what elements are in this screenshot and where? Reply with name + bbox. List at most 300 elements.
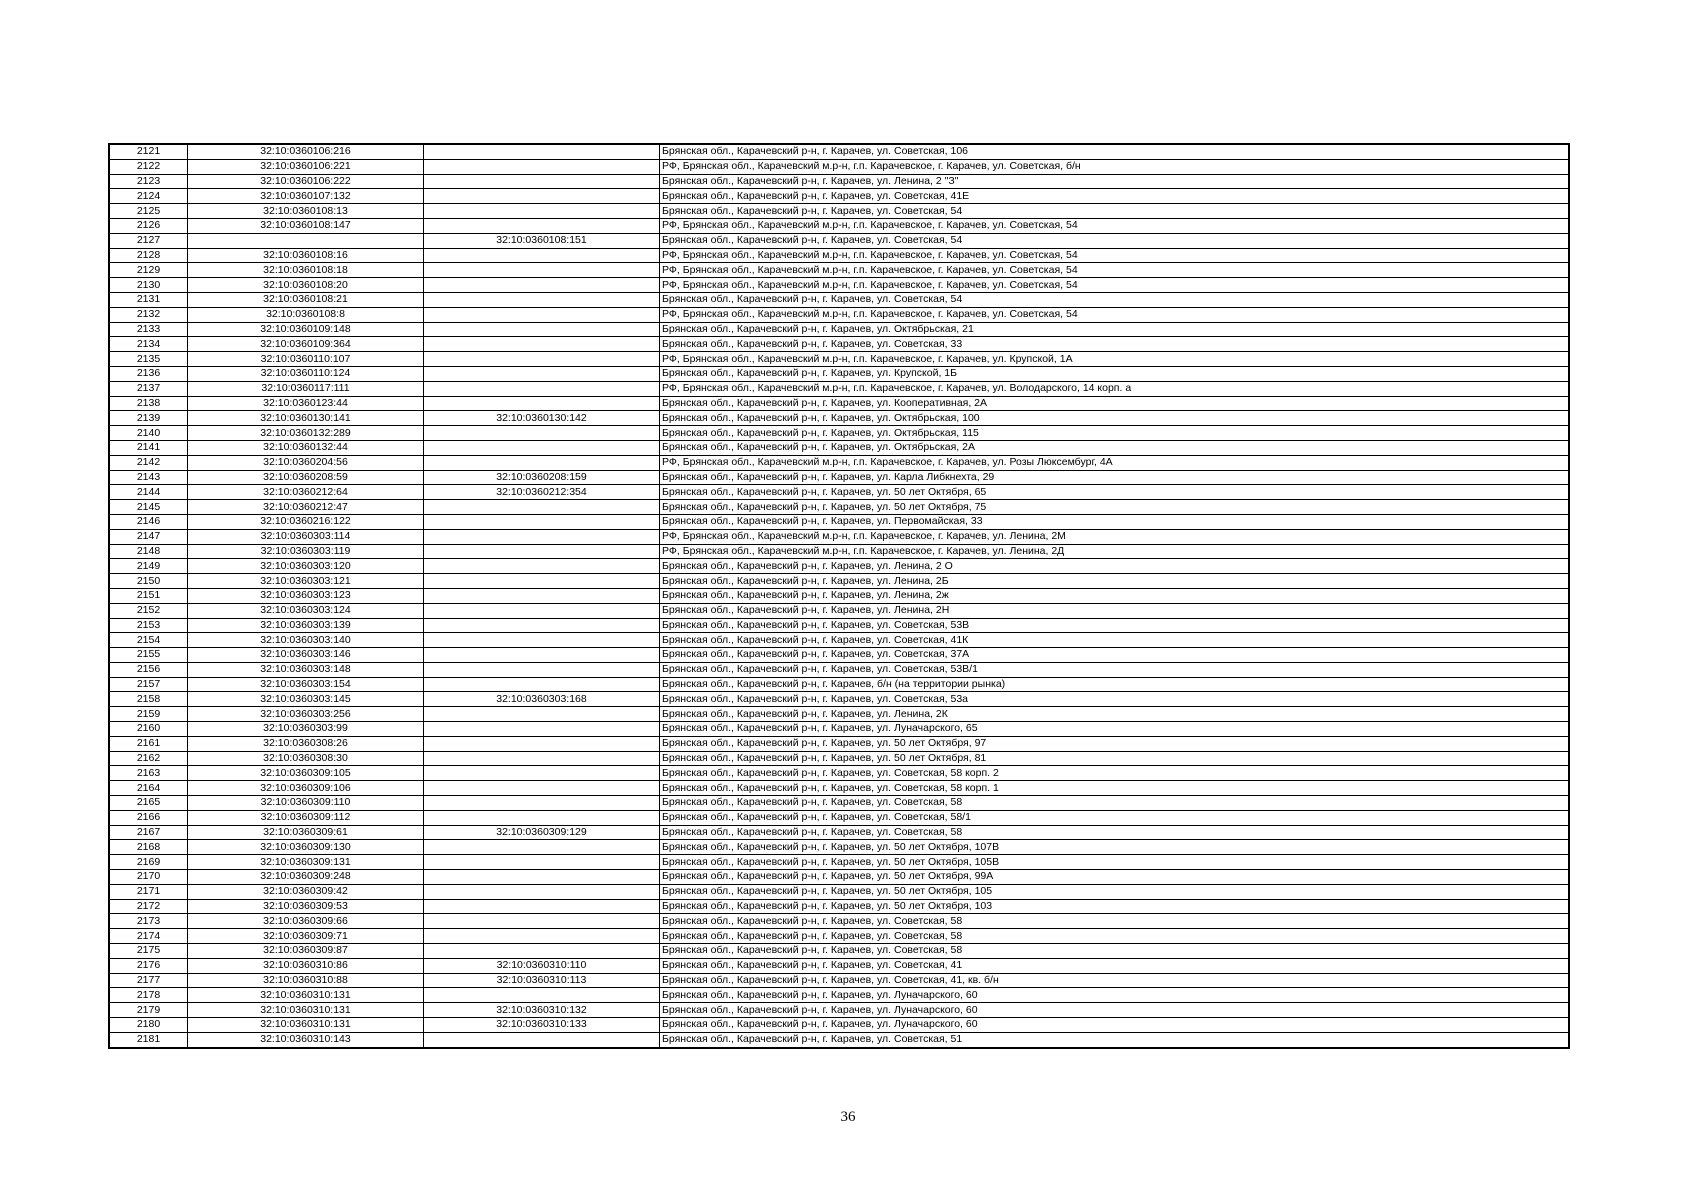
address-cell: Брянская обл., Карачевский р-н, г. Карачев, ул. Луначарского, 60 (660, 1018, 1570, 1033)
related-cadastral-number-cell (424, 381, 660, 396)
row-number-cell: 2140 (109, 426, 188, 441)
table-row (109, 781, 1569, 796)
table-row (109, 796, 1569, 811)
cadastral-number-cell: 32:10:0360216:122 (188, 514, 424, 529)
cadastral-number-cell: 32:10:0360303:148 (188, 662, 424, 677)
cadastral-number-cell: 32:10:0360110:107 (188, 352, 424, 367)
address-cell: Брянская обл., Карачевский р-н, г. Карачев, ул. Луначарского, 60 (660, 988, 1570, 1003)
table-row (109, 677, 1569, 692)
address-cell: РФ, Брянская обл., Карачевский м.р-н, г.п. Карачевское, г. Карачев, ул. Ленина, 2Д (660, 544, 1570, 559)
related-cadastral-number-cell (424, 588, 660, 603)
related-cadastral-number-cell (424, 633, 660, 648)
cadastral-number-cell: 32:10:0360308:30 (188, 751, 424, 766)
related-cadastral-number-cell (424, 810, 660, 825)
address-cell: Брянская обл., Карачевский р-н, г. Карачев, ул. Крупской, 1Б (660, 366, 1570, 381)
address-cell: Брянская обл., Карачевский р-н, г. Карачев, ул. Октябрьская, 115 (660, 426, 1570, 441)
table-row (109, 233, 1569, 248)
row-number-cell: 2137 (109, 381, 188, 396)
related-cadastral-number-cell (424, 722, 660, 737)
cadastral-number-cell: 32:10:0360303:121 (188, 574, 424, 589)
table-row (109, 736, 1569, 751)
cadastral-number-cell: 32:10:0360123:44 (188, 396, 424, 411)
row-number-cell: 2180 (109, 1018, 188, 1033)
address-cell: Брянская обл., Карачевский р-н, г. Карачев, ул. Ленина, 2Н (660, 603, 1570, 618)
row-number-cell: 2141 (109, 440, 188, 455)
related-cadastral-number-cell: 32:10:0360208:159 (424, 470, 660, 485)
table-row (109, 426, 1569, 441)
row-number-cell: 2131 (109, 292, 188, 307)
related-cadastral-number-cell (424, 751, 660, 766)
related-cadastral-number-cell: 32:10:0360310:132 (424, 1003, 660, 1018)
row-number-cell: 2123 (109, 174, 188, 189)
table-row (109, 870, 1569, 885)
row-number-cell: 2130 (109, 278, 188, 293)
related-cadastral-number-cell (424, 781, 660, 796)
cadastral-number-cell: 32:10:0360106:216 (188, 144, 424, 159)
cadastral-number-cell: 32:10:0360106:222 (188, 174, 424, 189)
address-cell: Брянская обл., Карачевский р-н, г. Карачев, б/н (на территории рынка) (660, 677, 1570, 692)
table-row (109, 810, 1569, 825)
related-cadastral-number-cell (424, 218, 660, 233)
address-cell: Брянская обл., Карачевский р-н, г. Карачев, ул. 50 лет Октября, 81 (660, 751, 1570, 766)
address-cell: Брянская обл., Карачевский р-н, г. Карачев, ул. Советская, 53а (660, 692, 1570, 707)
cadastral-number-cell: 32:10:0360309:42 (188, 884, 424, 899)
related-cadastral-number-cell (424, 396, 660, 411)
address-cell: Брянская обл., Карачевский р-н, г. Карачев, ул. Луначарского, 60 (660, 1003, 1570, 1018)
table-row (109, 722, 1569, 737)
related-cadastral-number-cell: 32:10:0360309:129 (424, 825, 660, 840)
cadastral-number-cell: 32:10:0360204:56 (188, 455, 424, 470)
table-row (109, 588, 1569, 603)
cadastral-number-cell: 32:10:0360310:131 (188, 988, 424, 1003)
row-number-cell: 2160 (109, 722, 188, 737)
row-number-cell: 2128 (109, 248, 188, 263)
related-cadastral-number-cell (424, 337, 660, 352)
table-row (109, 440, 1569, 455)
table-row (109, 337, 1569, 352)
related-cadastral-number-cell (424, 796, 660, 811)
table-row (109, 485, 1569, 500)
table-row (109, 278, 1569, 293)
cadastral-number-cell: 32:10:0360108:21 (188, 292, 424, 307)
cadastral-number-cell: 32:10:0360132:289 (188, 426, 424, 441)
table-row (109, 381, 1569, 396)
address-cell: Брянская обл., Карачевский р-н, г. Карачев, ул. Советская, 54 (660, 292, 1570, 307)
address-cell: РФ, Брянская обл., Карачевский м.р-н, г.п. Карачевское, г. Карачев, ул. Володарского, 14 корп. а (660, 381, 1570, 396)
related-cadastral-number-cell (424, 648, 660, 663)
address-cell: Брянская обл., Карачевский р-н, г. Карачев, ул. Октябрьская, 100 (660, 411, 1570, 426)
address-cell: Брянская обл., Карачевский р-н, г. Карачев, ул. Советская, 41, кв. б/н (660, 973, 1570, 988)
related-cadastral-number-cell (424, 174, 660, 189)
related-cadastral-number-cell (424, 278, 660, 293)
related-cadastral-number-cell (424, 736, 660, 751)
cadastral-number-cell: 32:10:0360303:139 (188, 618, 424, 633)
cadastral-number-cell: 32:10:0360130:141 (188, 411, 424, 426)
address-cell: Брянская обл., Карачевский р-н, г. Карачев, ул. 50 лет Октября, 65 (660, 485, 1570, 500)
cadastral-number-cell: 32:10:0360309:105 (188, 766, 424, 781)
table-row (109, 159, 1569, 174)
page-number: 36 (840, 1109, 856, 1125)
address-cell: Брянская обл., Карачевский р-н, г. Карачев, ул. Ленина, 2 "З" (660, 174, 1570, 189)
row-number-cell: 2127 (109, 233, 188, 248)
row-number-cell: 2167 (109, 825, 188, 840)
related-cadastral-number-cell: 32:10:0360212:354 (424, 485, 660, 500)
cadastral-number-cell: 32:10:0360310:143 (188, 1032, 424, 1047)
related-cadastral-number-cell (424, 884, 660, 899)
row-number-cell: 2165 (109, 796, 188, 811)
table-row (109, 366, 1569, 381)
cadastral-number-cell: 32:10:0360303:99 (188, 722, 424, 737)
related-cadastral-number-cell (424, 159, 660, 174)
row-number-cell: 2170 (109, 870, 188, 885)
table-row (109, 929, 1569, 944)
cadastral-number-cell: 32:10:0360108:16 (188, 248, 424, 263)
table-row (109, 470, 1569, 485)
row-number-cell: 2179 (109, 1003, 188, 1018)
related-cadastral-number-cell (424, 352, 660, 367)
related-cadastral-number-cell (424, 662, 660, 677)
table-row (109, 855, 1569, 870)
address-cell: Брянская обл., Карачевский р-н, г. Карачев, ул. 50 лет Октября, 99А (660, 870, 1570, 885)
related-cadastral-number-cell: 32:10:0360310:110 (424, 958, 660, 973)
row-number-cell: 2125 (109, 204, 188, 219)
related-cadastral-number-cell (424, 292, 660, 307)
row-number-cell: 2177 (109, 973, 188, 988)
related-cadastral-number-cell (424, 899, 660, 914)
related-cadastral-number-cell (424, 514, 660, 529)
related-cadastral-number-cell (424, 766, 660, 781)
row-number-cell: 2143 (109, 470, 188, 485)
table-row (109, 648, 1569, 663)
address-cell: Брянская обл., Карачевский р-н, г. Карачев, ул. Советская, 33 (660, 337, 1570, 352)
table-row (109, 411, 1569, 426)
table-row (109, 248, 1569, 263)
table-row (109, 144, 1569, 159)
row-number-cell: 2144 (109, 485, 188, 500)
table-row (109, 958, 1569, 973)
related-cadastral-number-cell (424, 618, 660, 633)
related-cadastral-number-cell (424, 1032, 660, 1047)
cadastral-number-cell: 32:10:0360308:26 (188, 736, 424, 751)
table-row (109, 500, 1569, 515)
cadastral-number-cell: 32:10:0360108:8 (188, 307, 424, 322)
related-cadastral-number-cell (424, 944, 660, 959)
table-row (109, 559, 1569, 574)
address-cell: РФ, Брянская обл., Карачевский м.р-н, г.п. Карачевское, г. Карачев, ул. Ленина, 2М (660, 529, 1570, 544)
table-row (109, 692, 1569, 707)
row-number-cell: 2153 (109, 618, 188, 633)
row-number-cell: 2145 (109, 500, 188, 515)
row-number-cell: 2135 (109, 352, 188, 367)
row-number-cell: 2151 (109, 588, 188, 603)
address-cell: Брянская обл., Карачевский р-н, г. Карачев, ул. Советская, 41 (660, 958, 1570, 973)
table-row (109, 988, 1569, 1003)
cadastral-number-cell: 32:10:0360310:86 (188, 958, 424, 973)
cadastral-number-cell: 32:10:0360309:61 (188, 825, 424, 840)
cadastral-number-cell: 32:10:0360309:248 (188, 870, 424, 885)
row-number-cell: 2161 (109, 736, 188, 751)
address-cell: Брянская обл., Карачевский р-н, г. Карачев, ул. Советская, 58 (660, 929, 1570, 944)
related-cadastral-number-cell: 32:10:0360310:133 (424, 1018, 660, 1033)
cadastral-number-cell: 32:10:0360108:13 (188, 204, 424, 219)
related-cadastral-number-cell (424, 500, 660, 515)
registry-table (108, 143, 1570, 1049)
address-cell: Брянская обл., Карачевский р-н, г. Карачев, ул. 50 лет Октября, 105 (660, 884, 1570, 899)
row-number-cell: 2176 (109, 958, 188, 973)
address-cell: Брянская обл., Карачевский р-н, г. Карачев, ул. Советская, 54 (660, 204, 1570, 219)
cadastral-number-cell: 32:10:0360107:132 (188, 189, 424, 204)
row-number-cell: 2181 (109, 1032, 188, 1047)
table-row (109, 1018, 1569, 1033)
cadastral-number-cell: 32:10:0360303:120 (188, 559, 424, 574)
cadastral-number-cell: 32:10:0360309:66 (188, 914, 424, 929)
related-cadastral-number-cell (424, 870, 660, 885)
row-number-cell: 2121 (109, 144, 188, 159)
related-cadastral-number-cell (424, 440, 660, 455)
address-cell: Брянская обл., Карачевский р-н, г. Карачев, ул. Ленина, 2К (660, 707, 1570, 722)
row-number-cell: 2162 (109, 751, 188, 766)
row-number-cell: 2139 (109, 411, 188, 426)
cadastral-number-cell: 32:10:0360303:123 (188, 588, 424, 603)
table-row (109, 751, 1569, 766)
related-cadastral-number-cell (424, 707, 660, 722)
related-cadastral-number-cell (424, 204, 660, 219)
address-cell: Брянская обл., Карачевский р-н, г. Карачев, ул. Советская, 58 (660, 914, 1570, 929)
cadastral-number-cell: 32:10:0360310:131 (188, 1003, 424, 1018)
row-number-cell: 2136 (109, 366, 188, 381)
cadastral-number-cell: 32:10:0360106:221 (188, 159, 424, 174)
row-number-cell: 2158 (109, 692, 188, 707)
address-cell: РФ, Брянская обл., Карачевский м.р-н, г.п. Карачевское, г. Карачев, ул. Советская, 54 (660, 278, 1570, 293)
row-number-cell: 2138 (109, 396, 188, 411)
address-cell: Брянская обл., Карачевский р-н, г. Карачев, ул. Луначарского, 65 (660, 722, 1570, 737)
address-cell: Брянская обл., Карачевский р-н, г. Карачев, ул. Советская, 58 (660, 944, 1570, 959)
related-cadastral-number-cell (424, 366, 660, 381)
row-number-cell: 2154 (109, 633, 188, 648)
cadastral-number-cell: 32:10:0360309:110 (188, 796, 424, 811)
related-cadastral-number-cell (424, 544, 660, 559)
address-cell: Брянская обл., Карачевский р-н, г. Карачев, ул. Советская, 54 (660, 233, 1570, 248)
related-cadastral-number-cell (424, 603, 660, 618)
address-cell: РФ, Брянская обл., Карачевский м.р-н, г.п. Карачевское, г. Карачев, ул. Розы Люксембург, 4А (660, 455, 1570, 470)
cadastral-number-cell: 32:10:0360109:364 (188, 337, 424, 352)
related-cadastral-number-cell (424, 840, 660, 855)
related-cadastral-number-cell (424, 988, 660, 1003)
address-cell: Брянская обл., Карачевский р-н, г. Карачев, ул. Советская, 58 (660, 796, 1570, 811)
table-row (109, 352, 1569, 367)
table-row (109, 322, 1569, 337)
cadastral-number-cell: 32:10:0360309:112 (188, 810, 424, 825)
cadastral-number-cell: 32:10:0360108:20 (188, 278, 424, 293)
row-number-cell: 2166 (109, 810, 188, 825)
row-number-cell: 2159 (109, 707, 188, 722)
row-number-cell: 2164 (109, 781, 188, 796)
table-row (109, 514, 1569, 529)
row-number-cell: 2132 (109, 307, 188, 322)
address-cell: Брянская обл., Карачевский р-н, г. Карачев, ул. Советская, 58/1 (660, 810, 1570, 825)
cadastral-number-cell: 32:10:0360132:44 (188, 440, 424, 455)
address-cell: Брянская обл., Карачевский р-н, г. Карачев, ул. 50 лет Октября, 75 (660, 500, 1570, 515)
table-row (109, 899, 1569, 914)
address-cell: РФ, Брянская обл., Карачевский м.р-н, г.п. Карачевское, г. Карачев, ул. Советская, б/н (660, 159, 1570, 174)
related-cadastral-number-cell (424, 914, 660, 929)
registry-table-body (109, 144, 1569, 1048)
table-row (109, 1032, 1569, 1047)
row-number-cell: 2148 (109, 544, 188, 559)
cadastral-number-cell: 32:10:0360309:53 (188, 899, 424, 914)
related-cadastral-number-cell: 32:10:0360303:168 (424, 692, 660, 707)
table-row (109, 825, 1569, 840)
related-cadastral-number-cell (424, 248, 660, 263)
table-row (109, 218, 1569, 233)
address-cell: Брянская обл., Карачевский р-н, г. Карачев, ул. Первомайская, 33 (660, 514, 1570, 529)
cadastral-number-cell: 32:10:0360108:18 (188, 263, 424, 278)
table-row (109, 633, 1569, 648)
related-cadastral-number-cell (424, 929, 660, 944)
table-row (109, 574, 1569, 589)
related-cadastral-number-cell (424, 574, 660, 589)
table-row (109, 307, 1569, 322)
address-cell: РФ, Брянская обл., Карачевский м.р-н, г.п. Карачевское, г. Карачев, ул. Советская, 54 (660, 218, 1570, 233)
row-number-cell: 2150 (109, 574, 188, 589)
address-cell: Брянская обл., Карачевский р-н, г. Карачев, ул. Октябрьская, 21 (660, 322, 1570, 337)
table-row (109, 204, 1569, 219)
cadastral-number-cell: 32:10:0360309:106 (188, 781, 424, 796)
row-number-cell: 2178 (109, 988, 188, 1003)
table-row (109, 292, 1569, 307)
table-row (109, 263, 1569, 278)
cadastral-number-cell: 32:10:0360303:145 (188, 692, 424, 707)
related-cadastral-number-cell: 32:10:0360310:113 (424, 973, 660, 988)
table-row (109, 944, 1569, 959)
row-number-cell: 2163 (109, 766, 188, 781)
row-number-cell: 2122 (109, 159, 188, 174)
cadastral-number-cell: 32:10:0360303:154 (188, 677, 424, 692)
related-cadastral-number-cell (424, 322, 660, 337)
address-cell: Брянская обл., Карачевский р-н, г. Карачев, ул. Советская, 53В (660, 618, 1570, 633)
table-row (109, 840, 1569, 855)
cadastral-number-cell: 32:10:0360303:114 (188, 529, 424, 544)
row-number-cell: 2168 (109, 840, 188, 855)
cadastral-number-cell: 32:10:0360208:59 (188, 470, 424, 485)
address-cell: Брянская обл., Карачевский р-н, г. Карачев, ул. Советская, 53В/1 (660, 662, 1570, 677)
related-cadastral-number-cell: 32:10:0360130:142 (424, 411, 660, 426)
cadastral-number-cell: 32:10:0360110:124 (188, 366, 424, 381)
table-row (109, 544, 1569, 559)
related-cadastral-number-cell (424, 307, 660, 322)
cadastral-number-cell: 32:10:0360109:148 (188, 322, 424, 337)
address-cell: Брянская обл., Карачевский р-н, г. Карачев, ул. 50 лет Октября, 105В (660, 855, 1570, 870)
address-cell: Брянская обл., Карачевский р-н, г. Карачев, ул. Советская, 41К (660, 633, 1570, 648)
address-cell: Брянская обл., Карачевский р-н, г. Карачев, ул. 50 лет Октября, 97 (660, 736, 1570, 751)
cadastral-number-cell: 32:10:0360303:146 (188, 648, 424, 663)
address-cell: Брянская обл., Карачевский р-н, г. Карачев, ул. Ленина, 2ж (660, 588, 1570, 603)
cadastral-number-cell: 32:10:0360212:64 (188, 485, 424, 500)
table-row (109, 618, 1569, 633)
table-row (109, 707, 1569, 722)
address-cell: РФ, Брянская обл., Карачевский м.р-н, г.п. Карачевское, г. Карачев, ул. Советская, 54 (660, 263, 1570, 278)
table-row (109, 766, 1569, 781)
row-number-cell: 2129 (109, 263, 188, 278)
related-cadastral-number-cell: 32:10:0360108:151 (424, 233, 660, 248)
table-row (109, 174, 1569, 189)
cadastral-number-cell: 32:10:0360309:131 (188, 855, 424, 870)
cadastral-number-cell: 32:10:0360212:47 (188, 500, 424, 515)
row-number-cell: 2146 (109, 514, 188, 529)
address-cell: Брянская обл., Карачевский р-н, г. Карачев, ул. Кооперативная, 2А (660, 396, 1570, 411)
cadastral-number-cell: 32:10:0360303:140 (188, 633, 424, 648)
row-number-cell: 2173 (109, 914, 188, 929)
row-number-cell: 2134 (109, 337, 188, 352)
related-cadastral-number-cell (424, 559, 660, 574)
row-number-cell: 2174 (109, 929, 188, 944)
address-cell: Брянская обл., Карачевский р-н, г. Карачев, ул. Ленина, 2Б (660, 574, 1570, 589)
address-cell: Брянская обл., Карачевский р-н, г. Карачев, ул. Советская, 37А (660, 648, 1570, 663)
row-number-cell: 2169 (109, 855, 188, 870)
row-number-cell: 2147 (109, 529, 188, 544)
address-cell: Брянская обл., Карачевский р-н, г. Карачев, ул. Советская, 106 (660, 144, 1570, 159)
row-number-cell: 2175 (109, 944, 188, 959)
table-row (109, 189, 1569, 204)
table-row (109, 973, 1569, 988)
address-cell: РФ, Брянская обл., Карачевский м.р-н, г.п. Карачевское, г. Карачев, ул. Советская, 54 (660, 307, 1570, 322)
address-cell: Брянская обл., Карачевский р-н, г. Карачев, ул. Советская, 51 (660, 1032, 1570, 1047)
row-number-cell: 2126 (109, 218, 188, 233)
cadastral-number-cell: 32:10:0360309:87 (188, 944, 424, 959)
row-number-cell: 2142 (109, 455, 188, 470)
row-number-cell: 2155 (109, 648, 188, 663)
table-row (109, 455, 1569, 470)
table-row (109, 396, 1569, 411)
cadastral-number-cell: 32:10:0360303:119 (188, 544, 424, 559)
address-cell: Брянская обл., Карачевский р-н, г. Карачев, ул. Карла Либкнехта, 29 (660, 470, 1570, 485)
address-cell: Брянская обл., Карачевский р-н, г. Карачев, ул. 50 лет Октября, 107В (660, 840, 1570, 855)
address-cell: Брянская обл., Карачевский р-н, г. Карачев, ул. Советская, 58 корп. 2 (660, 766, 1570, 781)
row-number-cell: 2149 (109, 559, 188, 574)
table-row (109, 1003, 1569, 1018)
row-number-cell: 2152 (109, 603, 188, 618)
cadastral-number-cell (188, 233, 424, 248)
related-cadastral-number-cell (424, 263, 660, 278)
related-cadastral-number-cell (424, 855, 660, 870)
table-row (109, 603, 1569, 618)
address-cell: Брянская обл., Карачевский р-н, г. Карачев, ул. Октябрьская, 2А (660, 440, 1570, 455)
cadastral-number-cell: 32:10:0360309:71 (188, 929, 424, 944)
row-number-cell: 2156 (109, 662, 188, 677)
table-row (109, 529, 1569, 544)
cadastral-number-cell: 32:10:0360303:124 (188, 603, 424, 618)
related-cadastral-number-cell (424, 189, 660, 204)
address-cell: Брянская обл., Карачевский р-н, г. Карачев, ул. Ленина, 2 О (660, 559, 1570, 574)
cadastral-number-cell: 32:10:0360108:147 (188, 218, 424, 233)
related-cadastral-number-cell (424, 455, 660, 470)
row-number-cell: 2172 (109, 899, 188, 914)
cadastral-number-cell: 32:10:0360117:111 (188, 381, 424, 396)
address-cell: Брянская обл., Карачевский р-н, г. Карачев, ул. Советская, 58 корп. 1 (660, 781, 1570, 796)
related-cadastral-number-cell (424, 677, 660, 692)
row-number-cell: 2171 (109, 884, 188, 899)
row-number-cell: 2133 (109, 322, 188, 337)
address-cell: Брянская обл., Карачевский р-н, г. Карачев, ул. Советская, 58 (660, 825, 1570, 840)
table-row (109, 884, 1569, 899)
related-cadastral-number-cell (424, 426, 660, 441)
table-row (109, 662, 1569, 677)
address-cell: Брянская обл., Карачевский р-н, г. Карачев, ул. 50 лет Октября, 103 (660, 899, 1570, 914)
row-number-cell: 2124 (109, 189, 188, 204)
cadastral-number-cell: 32:10:0360309:130 (188, 840, 424, 855)
address-cell: Брянская обл., Карачевский р-н, г. Карачев, ул. Советская, 41Е (660, 189, 1570, 204)
related-cadastral-number-cell (424, 529, 660, 544)
